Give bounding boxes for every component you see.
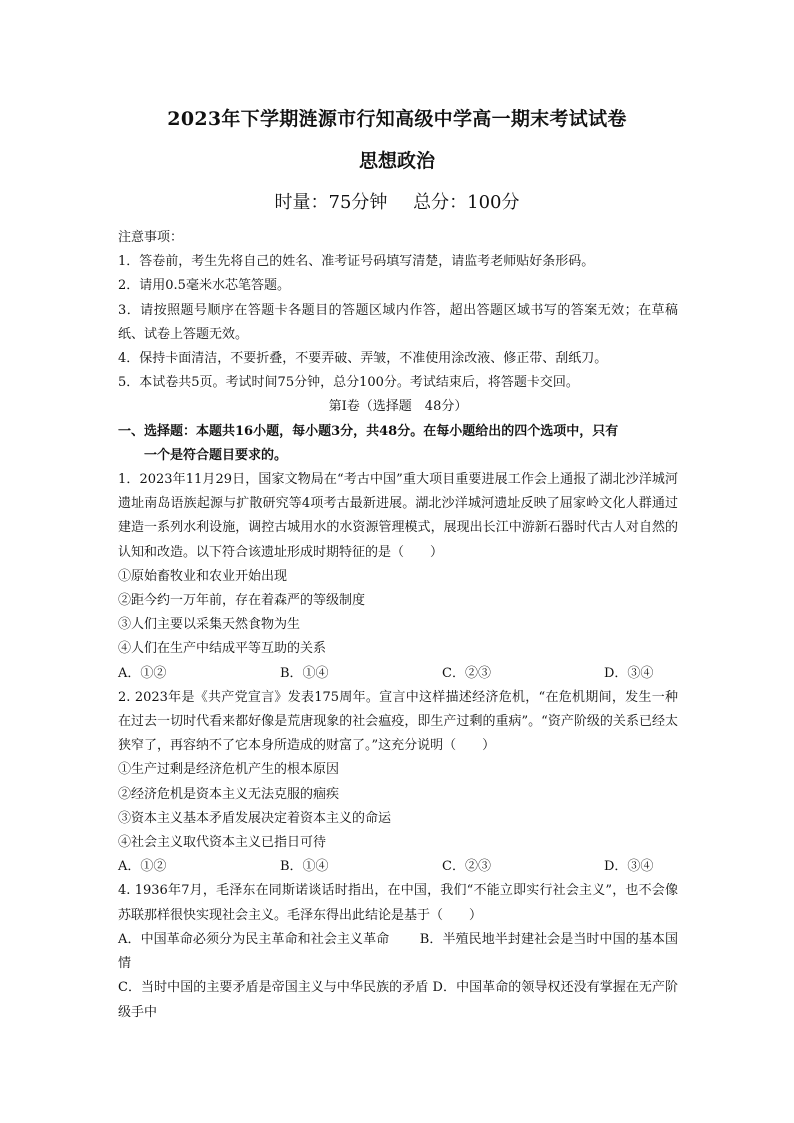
option-a: A．①②: [118, 859, 167, 875]
question-4-stem: 4. 1936年7月，毛泽东在同斯诺谈话时指出，在中国，我们“不能立即实行社会主义”，也不会像苏联那样很快实现社会主义。毛泽东得出此结论是基于（ ）: [118, 883, 678, 923]
option-c: C．当时中国的主要矛盾是帝国主义与中华民族的矛盾: [118, 980, 429, 996]
question-1-statement: ③人们主要以采集天然食物为生: [118, 617, 301, 633]
question-4-options-cd: [118, 976, 678, 1024]
question-4-options-ab: [118, 928, 678, 976]
question-2-statement: ②经济危机是资本主义无法克服的痼疾: [118, 786, 340, 802]
notice-item: 1．答卷前，考生先将自己的姓名、准考证号码填写清楚，请监考老师贴好条形码。: [118, 254, 595, 270]
question-1-stem: 1．2023年11月29日，国家文物局在“考古中国”重大项目重要进展工作会上通报了湖北沙洋城河遗址南岛语族起源与扩散研究等4项考古最新进展。湖北沙洋城河遗址反映了屈家岭文化人群通过建造一系列水利设施，调控古城用水的水资源管理模式，展现出长江中游新石器时代古人对自然的认知和改造。以下符合该遗址形成时期特征的是（ ）: [118, 472, 678, 560]
question-2-stem: 2. 2023年是《共产党宣言》发表175周年。宣言中这样描述经济危机，“在危机期间，发生一种在过去一切时代看来都好像是荒唐现象的社会瘟疫，即生产过剩的重病”。“资产阶级的关系已经太狭窄了，再容纳不了它本身所造成的财富了。”这充分说明（ ）: [118, 689, 678, 754]
option-c: C．②③: [442, 859, 491, 875]
subject-title: 思想政治: [358, 150, 435, 172]
question-2-statement: ①生产过剩是经济危机产生的根本原因: [118, 762, 340, 778]
exam-meta: [0, 188, 794, 214]
option-d: D．中国革命的领导权还没有掌握在无产阶级手中: [118, 980, 678, 1020]
notice-item: 2．请用0.5毫米水芯笔答题。: [118, 278, 290, 294]
part1-instruction-cont: 一个是符合题目要求的。: [144, 447, 288, 463]
option-d: D．③④: [604, 859, 654, 875]
option-b: B．①④: [280, 859, 329, 875]
exam-title: 2023年下学期涟源市行知高级中学高一期末考试试卷: [167, 108, 627, 130]
question-1-statement: ②距今约一万年前，存在着森严的等级制度: [118, 593, 366, 609]
notice-item: 4．保持卡面清洁，不要折叠，不要弄破、弄皱，不准使用涂改液、修正带、刮纸刀。: [118, 351, 608, 367]
question-1-statement: ①原始畜牧业和农业开始出现: [118, 568, 288, 584]
option-b: B．①④: [280, 665, 329, 681]
question-2-statement: ④社会主义取代资本主义已指日可待: [118, 835, 327, 851]
time-limit: 时量：75分钟: [274, 192, 388, 213]
option-d: D．③④: [604, 665, 654, 681]
part1-instruction: 一、选择题：本题共16小题，每小题3分，共48分。在每小题给出的四个选项中，只有: [118, 423, 619, 439]
option-b: B．半殖民地半封建社会是当时中国的基本国情: [118, 931, 678, 972]
question-1-options: [118, 662, 678, 686]
option-a: A．中国革命必须分为民主革命和社会主义革命: [118, 931, 390, 947]
option-c: C．②③: [442, 665, 491, 681]
option-a: A．①②: [118, 665, 167, 681]
notice-item: 5．本试卷共5页。考试时间75分钟，总分100分。考试结束后，将答题卡交回。: [118, 375, 579, 391]
question-2-statement: ③资本主义基本矛盾发展决定着资本主义的命运: [118, 810, 392, 826]
exam-body: [118, 226, 678, 1025]
question-1-statement: ④人们在生产中结成平等互助的关系: [118, 641, 327, 657]
notice-heading: 注意事项：: [118, 230, 184, 245]
question-2-options: [118, 855, 678, 879]
part1-title: 第Ⅰ卷（选择题 48分）: [328, 399, 468, 415]
notice-item: 3．请按照题号顺序在答题卡各题目的答题区域内作答，超出答题区域书写的答案无效；在草稿纸、试卷上答题无效。: [118, 302, 678, 342]
total-score: 总分：100分: [413, 192, 520, 213]
